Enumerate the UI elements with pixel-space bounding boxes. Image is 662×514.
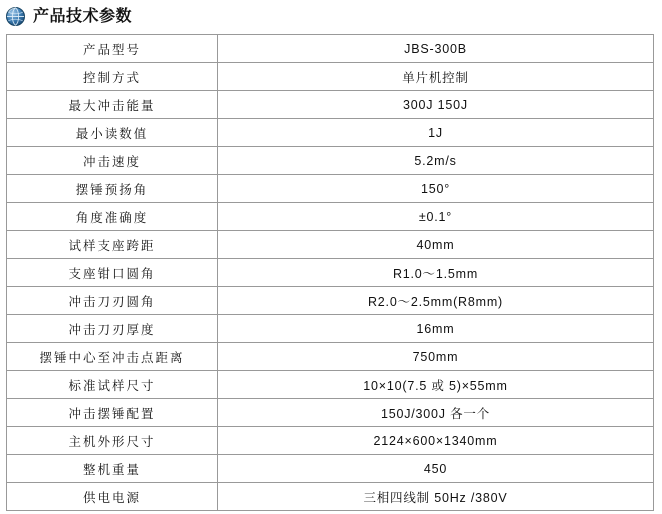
spec-label: 试样支座跨距: [7, 231, 218, 259]
spec-value: 三相四线制 50Hz /380V: [218, 483, 654, 511]
section-header: [0, 0, 662, 30]
spec-value: 单片机控制: [218, 63, 654, 91]
spec-value: 750mm: [218, 343, 654, 371]
spec-table: [6, 34, 654, 511]
spec-label: 最小读数值: [7, 119, 218, 147]
spec-value: JBS-300B: [218, 35, 654, 63]
spec-label: 角度准确度: [7, 203, 218, 231]
spec-value: 2124×600×1340mm: [218, 427, 654, 455]
spec-value: R1.0～1.5mm: [218, 259, 654, 287]
table-row: [7, 343, 654, 371]
spec-value: 10×10(7.5 或 5)×55mm: [218, 371, 654, 399]
table-row: [7, 231, 654, 259]
spec-label: 产品型号: [7, 35, 218, 63]
spec-table-body: [7, 35, 654, 511]
table-row: [7, 371, 654, 399]
spec-label: 冲击速度: [7, 147, 218, 175]
table-row: [7, 63, 654, 91]
spec-label: 摆锤预扬角: [7, 175, 218, 203]
table-row: [7, 287, 654, 315]
spec-value: 150J/300J 各一个: [218, 399, 654, 427]
spec-value: 300J 150J: [218, 91, 654, 119]
spec-value: 16mm: [218, 315, 654, 343]
table-row: [7, 259, 654, 287]
table-row: [7, 427, 654, 455]
table-row: [7, 119, 654, 147]
page-title: 产品技术参数: [33, 7, 133, 25]
table-row: [7, 203, 654, 231]
spec-label: 支座钳口圆角: [7, 259, 218, 287]
spec-label: 冲击刀刃圆角: [7, 287, 218, 315]
spec-value: R2.0～2.5mm(R8mm): [218, 287, 654, 315]
globe-icon: [6, 7, 25, 26]
spec-value: 450: [218, 455, 654, 483]
spec-label: 最大冲击能量: [7, 91, 218, 119]
spec-label: 控制方式: [7, 63, 218, 91]
spec-value: 40mm: [218, 231, 654, 259]
spec-label: 整机重量: [7, 455, 218, 483]
spec-value: 150°: [218, 175, 654, 203]
spec-label: 冲击刀刃厚度: [7, 315, 218, 343]
spec-label: 标准试样尺寸: [7, 371, 218, 399]
spec-table-wrapper: [0, 30, 662, 511]
table-row: [7, 91, 654, 119]
table-row: [7, 399, 654, 427]
spec-value: 5.2m/s: [218, 147, 654, 175]
table-row: [7, 35, 654, 63]
table-row: [7, 455, 654, 483]
spec-label: 供电电源: [7, 483, 218, 511]
table-row: [7, 483, 654, 511]
table-row: [7, 315, 654, 343]
spec-value: ±0.1°: [218, 203, 654, 231]
spec-label: 冲击摆锤配置: [7, 399, 218, 427]
spec-value: 1J: [218, 119, 654, 147]
table-row: [7, 175, 654, 203]
spec-label: 主机外形尺寸: [7, 427, 218, 455]
table-row: [7, 147, 654, 175]
spec-label: 摆锤中心至冲击点距离: [7, 343, 218, 371]
